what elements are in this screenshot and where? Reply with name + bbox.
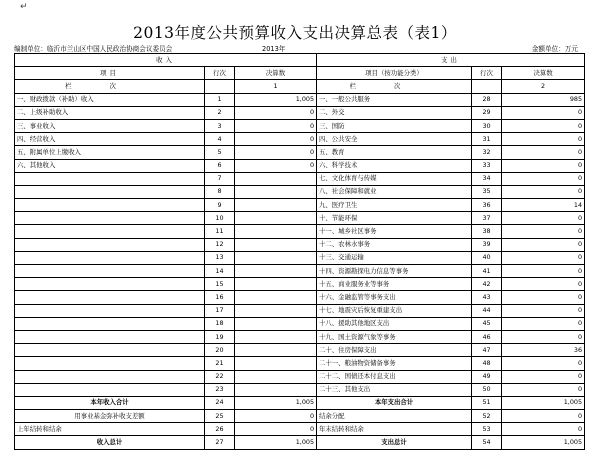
expense-amount-cell: 36 [502,344,585,357]
income-line-no-cell: 21 [205,357,235,370]
column-header-row [15,67,585,80]
income-item-cell [15,278,205,291]
expense-total-line-no-cell: 53 [472,423,502,436]
income-amount-cell [235,370,317,383]
income-col-number: 1 [235,80,317,93]
expense-amount-cell: 0 [502,357,585,370]
income-col-label: 栏 [65,81,110,90]
income-amount-cell [235,344,317,357]
expense-amount-cell: 0 [502,251,585,264]
income-item-cell [15,330,205,343]
income-amount-header: 决算数 [235,67,317,80]
expense-amount-cell: 0 [502,172,585,185]
income-amount-cell [235,357,317,370]
expense-item-cell: 十五、商业服务业等事务 [317,278,472,291]
income-line-no-cell: 23 [205,383,235,396]
income-line-no-cell: 16 [205,291,235,304]
expense-col-sub: 次 [394,81,439,90]
income-item-cell: 三、事业收入 [15,119,205,132]
expense-line-no-cell: 30 [472,119,502,132]
income-item-cell [15,212,205,225]
expense-total-item-cell: 年末结转和结余 [317,423,472,436]
income-line-no-cell: 5 [205,146,235,159]
income-item-cell [15,225,205,238]
expense-line-no-cell: 38 [472,225,502,238]
expense-line-no-cell: 48 [472,357,502,370]
expense-item-cell: 二十一、粮油物资储备事务 [317,357,472,370]
table-row [15,106,585,119]
income-amount-cell [235,330,317,343]
table-body [15,93,585,449]
income-amount-cell [235,278,317,291]
expense-amount-header: 决算数 [502,67,585,80]
income-total-line-no-cell: 27 [205,436,235,449]
table-row [15,383,585,396]
table-row [15,370,585,383]
expense-amount-cell: 14 [502,199,585,212]
expense-item-cell: 十八、援助其他地区支出 [317,317,472,330]
table-row [15,199,585,212]
budget-summary-table [14,53,585,450]
table-row [15,212,585,225]
table-row [15,133,585,146]
expense-section-header: 支出 [317,54,585,67]
income-item-cell [15,370,205,383]
income-line-no-cell: 17 [205,304,235,317]
expense-item-header: 项目（按功能分类） [317,67,472,80]
expense-total-item-cell: 支出总计 [317,436,472,449]
income-item-cell [15,317,205,330]
expense-line-no-cell: 31 [472,133,502,146]
income-total-item-cell: 用事业基金弥补收支差额 [15,410,205,423]
income-total-amount-cell: 1,005 [235,436,317,449]
total-row [15,396,585,409]
expense-item-cell: 十三、交通运输 [317,251,472,264]
income-item-cell [15,357,205,370]
income-amount-cell: 1,005 [235,93,317,106]
expense-amount-cell: 0 [502,106,585,119]
expense-item-cell: 三、国防 [317,119,472,132]
income-amount-cell: 0 [235,146,317,159]
expense-amount-cell: 985 [502,93,585,106]
table-row [15,225,585,238]
income-item-cell [15,344,205,357]
income-line-no-cell: 4 [205,133,235,146]
expense-line-no-cell: 28 [472,93,502,106]
compiling-unit: 编制单位：临沂市兰山区中国人民政治协商会议委员会 [14,45,173,53]
report-year: 2013年 [262,45,286,53]
expense-item-cell: 五、教育 [317,146,472,159]
income-line-no-cell: 8 [205,185,235,198]
expense-total-item-cell: 本年支出合计 [317,396,472,409]
expense-line-no-cell: 41 [472,265,502,278]
income-section-header: 收入 [15,54,317,67]
income-amount-cell [235,251,317,264]
expense-item-cell: 十、节能环保 [317,212,472,225]
expense-col-number: 2 [502,80,585,93]
income-total-item-cell: 上年结转和结余 [15,423,205,436]
income-amount-cell: 0 [235,106,317,119]
income-item-cell: 一、财政拨款（补助）收入 [15,93,205,106]
income-line-no-cell: 3 [205,119,235,132]
income-item-cell [15,199,205,212]
income-line-no-cell: 19 [205,330,235,343]
income-item-header: 项目 [15,67,205,80]
expense-line-no-cell: 49 [472,370,502,383]
income-item-cell: 四、经营收入 [15,133,205,146]
income-index-label-cell [15,80,205,93]
total-row [15,436,585,449]
income-amount-cell [235,291,317,304]
income-amount-cell [235,212,317,225]
document-title: 2013年度公共预算收入支出决算总表（表1） [133,24,457,42]
income-item-cell [15,265,205,278]
income-item-cell: 六、其他收入 [15,159,205,172]
income-line-no-cell: 12 [205,238,235,251]
expense-amount-cell: 0 [502,330,585,343]
paragraph-return-mark: ↵ [20,2,28,12]
income-line-no-cell: 18 [205,317,235,330]
table-row [15,278,585,291]
expense-total-line-no-cell: 54 [472,436,502,449]
income-amount-cell: 0 [235,159,317,172]
income-total-line-no-cell: 26 [205,423,235,436]
expense-line-no-cell: 33 [472,159,502,172]
expense-item-cell: 九、医疗卫生 [317,199,472,212]
income-line-no-cell: 15 [205,278,235,291]
income-amount-cell [235,317,317,330]
income-total-item-cell: 本年收入合计 [15,396,205,409]
expense-total-line-no-cell: 51 [472,396,502,409]
income-total-line-no-cell: 25 [205,410,235,423]
expense-amount-cell: 0 [502,278,585,291]
section-header-row [15,54,585,67]
expense-amount-cell: 0 [502,185,585,198]
expense-line-no-cell: 39 [472,238,502,251]
income-line-no-cell: 13 [205,251,235,264]
expense-item-cell: 十一、城乡社区事务 [317,225,472,238]
income-line-no-cell: 14 [205,265,235,278]
expense-line-no-cell: 44 [472,304,502,317]
expense-amount-cell: 0 [502,146,585,159]
income-item-cell [15,304,205,317]
expense-item-cell: 八、社会保障和就业 [317,185,472,198]
income-item-cell [15,291,205,304]
income-item-cell [15,383,205,396]
expense-line-no-cell: 45 [472,317,502,330]
expense-amount-cell: 0 [502,225,585,238]
table-row [15,344,585,357]
table-row [15,93,585,106]
expense-item-cell: 十二、农林水事务 [317,238,472,251]
income-amount-cell [235,265,317,278]
income-line-no-cell: 11 [205,225,235,238]
income-amount-cell [235,199,317,212]
income-line-no-header: 行次 [205,67,235,80]
expense-amount-cell: 0 [502,119,585,132]
income-amount-cell [235,238,317,251]
expense-line-no-cell: 35 [472,185,502,198]
expense-line-no-cell: 42 [472,278,502,291]
table-row [15,251,585,264]
expense-item-cell: 二十二、国债还本付息支出 [317,370,472,383]
income-total-amount-cell: 1,005 [235,396,317,409]
expense-col-label: 栏 [349,81,395,90]
total-row [15,410,585,423]
expense-line-no-cell: 32 [472,146,502,159]
income-item-cell: 二、上级补助收入 [15,106,205,119]
income-line-no-cell: 1 [205,93,235,106]
income-line-no-cell: 20 [205,344,235,357]
expense-amount-cell: 0 [502,370,585,383]
expense-item-cell: 四、公共安全 [317,133,472,146]
expense-item-cell: 六、科学技术 [317,159,472,172]
expense-line-no-cell: 34 [472,172,502,185]
income-total-amount-cell: 0 [235,410,317,423]
income-amount-cell [235,172,317,185]
table-row [15,172,585,185]
table-row [15,119,585,132]
income-amount-cell [235,304,317,317]
table-row [15,330,585,343]
expense-total-item-cell: 结余分配 [317,410,472,423]
expense-line-no-cell: 43 [472,291,502,304]
expense-amount-cell: 0 [502,291,585,304]
income-amount-cell [235,185,317,198]
expense-item-cell: 二十、住房保障支出 [317,344,472,357]
income-line-no-cell: 10 [205,212,235,225]
expense-amount-cell: 0 [502,133,585,146]
expense-amount-cell: 0 [502,238,585,251]
currency-unit: 金额单位：万元 [531,45,578,53]
income-amount-cell [235,225,317,238]
expense-amount-cell: 0 [502,212,585,225]
income-item-cell [15,251,205,264]
income-line-no-cell: 22 [205,370,235,383]
table-row [15,159,585,172]
table-row [15,265,585,278]
expense-item-cell: 十六、金融监管等事务支出 [317,291,472,304]
table-row [15,304,585,317]
expense-total-amount-cell: 1,005 [502,436,585,449]
expense-item-cell: 一、一般公共服务 [317,93,472,106]
expense-item-cell: 十四、资源勘探电力信息等事务 [317,265,472,278]
expense-line-no-cell: 37 [472,212,502,225]
income-col-sub: 次 [109,81,154,90]
income-total-line-no-cell: 24 [205,396,235,409]
expense-item-cell: 十七、地震灾后恢复重建支出 [317,304,472,317]
income-amount-cell [235,383,317,396]
expense-line-no-cell: 50 [472,383,502,396]
expense-line-no-cell: 36 [472,199,502,212]
income-item-cell [15,185,205,198]
column-index-row [15,80,585,93]
table-row [15,357,585,370]
expense-line-no-cell: 40 [472,251,502,264]
table-row [15,238,585,251]
expense-line-no-header: 行次 [472,67,502,80]
income-line-no-cell: 2 [205,106,235,119]
table-row [15,317,585,330]
expense-amount-cell: 0 [502,383,585,396]
income-index-blank [205,80,235,93]
expense-total-amount-cell: 0 [502,423,585,436]
expense-line-no-cell: 46 [472,330,502,343]
income-line-no-cell: 9 [205,199,235,212]
expense-item-cell: 二十三、其他支出 [317,383,472,396]
table-row [15,185,585,198]
expense-total-amount-cell: 0 [502,410,585,423]
income-line-no-cell: 7 [205,172,235,185]
expense-total-amount-cell: 1,005 [502,396,585,409]
income-total-item-cell: 收入总计 [15,436,205,449]
expense-line-no-cell: 47 [472,344,502,357]
expense-amount-cell: 0 [502,265,585,278]
income-line-no-cell: 6 [205,159,235,172]
expense-amount-cell: 0 [502,159,585,172]
income-amount-cell: 0 [235,119,317,132]
expense-total-line-no-cell: 52 [472,410,502,423]
expense-index-label-cell [317,80,472,93]
income-item-cell: 五、附属单位上缴收入 [15,146,205,159]
income-item-cell [15,238,205,251]
expense-line-no-cell: 29 [472,106,502,119]
table-row [15,291,585,304]
expense-index-blank [472,80,502,93]
income-amount-cell: 0 [235,133,317,146]
income-total-amount-cell: 0 [235,423,317,436]
expense-amount-cell: 0 [502,304,585,317]
total-row [15,423,585,436]
expense-item-cell: 七、文化体育与传媒 [317,172,472,185]
expense-amount-cell: 0 [502,317,585,330]
expense-item-cell: 二、外交 [317,106,472,119]
expense-item-cell: 十九、国土资源气象等事务 [317,330,472,343]
table-row [15,146,585,159]
income-item-cell [15,172,205,185]
